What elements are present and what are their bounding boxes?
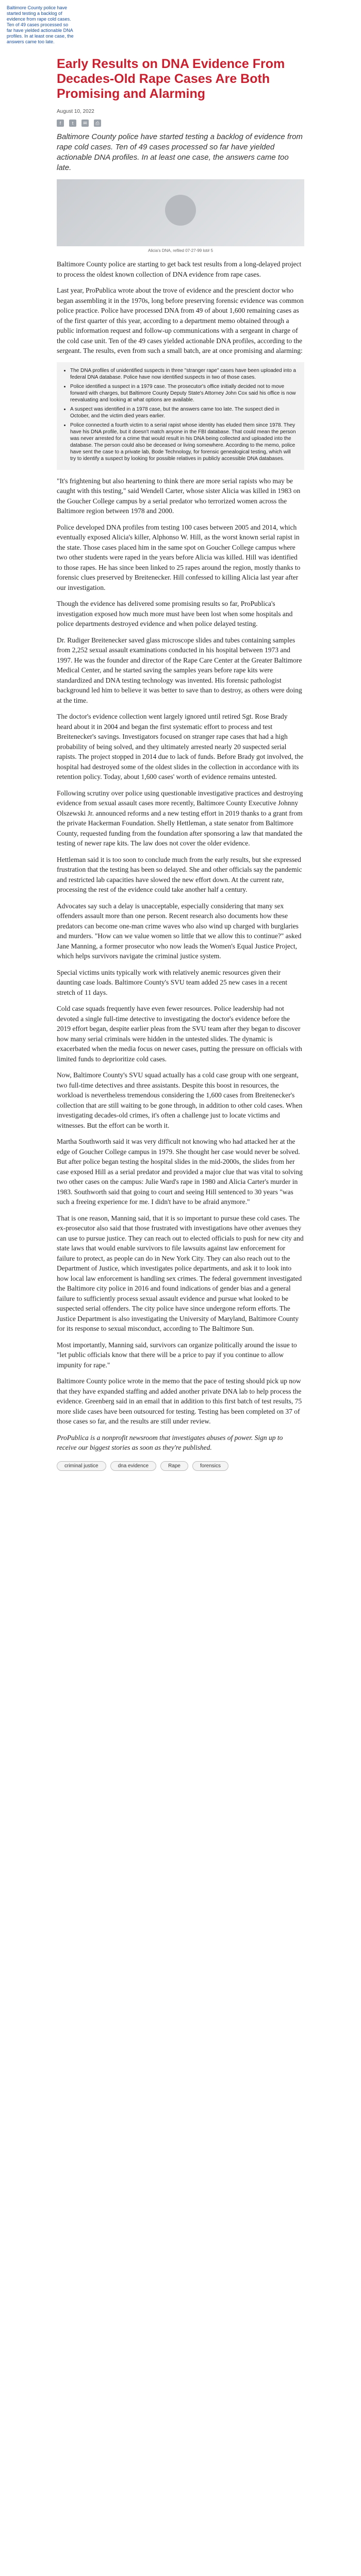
paragraph: Police developed DNA profiles from testing 100 cases between 2005 and 2014, which eventually exposed Alicia's killer, Alphonso W. Hill, as the worst known serial rapist in the state. Those cases placed him in the same spot on Goucher College campus where two other students were raped in the years before Alicia was killed. Hill was identified to those rapes. He has since been linked to 25 rapes around the region, mostly thanks to forensic clues preserved by Breitenecker. Hill confessed to killing Alicia last year after our investigation. xyxy=(57,523,301,591)
tag-dna-evidence[interactable]: dna evidence xyxy=(110,1461,157,1471)
article-body xyxy=(57,259,304,1453)
facebook-icon[interactable]: f xyxy=(57,120,64,127)
photo-caption: Alicia's DNA, refiled 07-27-99 lot# 5 xyxy=(147,248,214,253)
email-icon[interactable]: ✉ xyxy=(81,120,89,127)
signup-note: ProPublica is a nonprofit newsroom that investigates abuses of power. Sign up to receive our biggest stories as soon as they're published. xyxy=(57,1433,283,1451)
paragraph: Baltimore County police wrote in the memo that the pace of testing should pick up now that they have expanded staffing and added another private DNA lab to help process the evidence. Greenberg said in an email that in addition to this first batch of test results, 75 more slide cases have been outsourced for testing. Testing has been completed on 37 of those cases so far, and the results are still under review. xyxy=(57,1377,302,1425)
tag-list xyxy=(57,1461,304,1471)
paragraph: "It's frightening but also heartening to think there are more serial rapists who may be caught with this testing," said Wendell Carter, whose sister Alicia was killed in 1983 on the Goucher College campus by a serial predator who terrorized women across the Baltimore region between 1978 and 2000. xyxy=(57,477,301,515)
paragraph: Cold case squads frequently have even fewer resources. Police leadership had not devoted a single full-time detective to investigating the doctor's evidence before the 2019 effort began, despite earlier pleas from the SVU team after they began to discover how many serial criminals were hidden in the untested slides. The dynamic is exacerbated when the media focus on newer cases, putting the pressure on officials with limited funds to deprioritize cold cases. xyxy=(57,1005,302,1063)
paragraph: Though the evidence has delivered some promising results so far, ProPublica's investigation exposed how much more must have been lost when some hospitals and police departments destroyed evidence and when police delayed testing. xyxy=(57,600,293,628)
article-photo xyxy=(57,179,304,246)
paragraph: Last year, ProPublica wrote about the trove of evidence and the prescient doctor who began assembling it in the 1970s, long before preserving forensic evidence was common police practice. Police have processed DNA from 49 of about 1,600 remaining cases as of the first quarter of this year, according to a department memo obtained through a public information request and follow-up communications with a sergeant in charge of the cold case unit. Ten of the 49 cases yielded actionable DNA profiles, according to the sergeant. The results, even from such a small batch, are at once promising and alarming: xyxy=(57,286,304,354)
paragraph: Baltimore County police are starting to get back test results from a long-delayed project to process the oldest known collection of DNA evidence from rape cases. xyxy=(57,260,302,278)
twitter-icon[interactable]: t xyxy=(69,120,76,127)
paragraph: Now, Baltimore County's SVU squad actually has a cold case group with one sergeant, two full-time detectives and three assistants. Despite this boost in resources, the workload is nevertheless tremendous considering the 1,600 cases from Breitenecker's collection that are still waiting to be gone through, in addition to other cold cases. When investigating decades-old crimes, it's often a challenge just to locate victims and witnesses. But the effort can be worth it. xyxy=(57,1071,303,1129)
paragraph: Martha Southworth said it was very difficult not knowing who had attacked her at the edge of Goucher College campus in 1979. She thought her case would never be solved. But after police began testing the hospital slides in the mid-2000s, the slides from her case exposed Hill as a serial predator and provided a major clue that was vital to solving two other cases on the campus: Julie Ward's rape in 1980 and Alicia Carter's murder in 1983. Southworth said that going to court and seeing Hill sentenced to 30 years "was such a freeing experience for me. I didn't have to be afraid anymore." xyxy=(57,1138,303,1206)
findings-list xyxy=(57,362,304,470)
paragraph: Most importantly, Manning said, survivors can organize politically around the issue to "let public officials know that there will be a price to pay if you continue to allow impunity for rape." xyxy=(57,1341,297,1369)
print-icon[interactable]: ⎙ xyxy=(94,120,101,127)
share-bar xyxy=(57,120,304,127)
preheader-text: Baltimore County police have started testing a backlog of evidence from rape cold cases. Ten of 49 cases processed so far have yielded actionable DNA profiles. In at least one case, the answers came too late. xyxy=(7,5,74,44)
paragraph: Advocates say such a delay is unacceptable, especially considering that many sex offenders assault more than one person. Recent research also documents how these predators can become one-man crime waves who also wind up charged with burglaries and murders. "How can we value women so little that we allow this to continue?" asked Jane Manning, a former prosecutor who now leads the Women's Equal Justice Project, which helps survivors navigate the criminal justice system. xyxy=(57,902,302,960)
paragraph: Special victims units typically work with relatively anemic resources given their daunting case loads. Baltimore County's SVU team added 25 new cases in a recent stretch of 11 days. xyxy=(57,968,288,996)
tag-rape[interactable]: Rape xyxy=(160,1461,188,1471)
paragraph: Following scrutiny over police using questionable investigative practices and destroying evidence from sexual assault cases more recently, Baltimore County Executive Johnny Olszewski Jr. announced reforms and a new testing effort in 2019 thanks to a grant from the private Hackerman Foundation. Shelly Hettleman, a state senator from Baltimore County, requested funding from the foundation after sponsoring a law that mandated the testing of newer rape kits. The law does not cover the older evidence. xyxy=(57,789,303,847)
paragraph: Hettleman said it is too soon to conclude much from the early results, but she expressed frustration that the testing has been so delayed. She and other officials say the pandemic and restricted lab capacities have slowed the new effort down. At the current rate, processing the rest of the evidence could take another half a century. xyxy=(57,855,302,893)
tag-criminal-justice[interactable]: criminal justice xyxy=(57,1461,106,1471)
tag-forensics[interactable]: forensics xyxy=(192,1461,228,1471)
list-item: • Police identified a suspect in a 1979 case. The prosecutor's office initially decided not to move forward with charges, but Baltimore County Deputy State's Attorney John Cox said his office is now reevaluating and looking at what options are available. xyxy=(70,383,297,403)
article-date: August 10, 2022 xyxy=(57,109,94,114)
paragraph: That is one reason, Manning said, that it is so important to pursue these cold cases. The ex-prosecutor also said that those frustrated with investigations have other avenues they can use to pursue justice. They can reach out to elected officials to push for new city and state laws that would enable survivors to file lawsuits against law enforcement for failure to protect, as people can do in New York City. They can also reach out to the Department of Justice, which investigates police departments, and ask it to look into how local law enforcement is handling sex crimes. The federal government investigated the Baltimore city police in 2016 and found indications of gender bias and a general failure to sufficiently process sexual assault evidence and pursue what looked to be suspected serial offenders. The city police have since undergone reform efforts. The Justice Department is also investigating the University of Maryland, Baltimore County for its response to sexual misconduct, according to The Baltimore Sun. xyxy=(57,1214,304,1332)
list-item: • Police connected a fourth victim to a serial rapist whose identity has eluded them since 1978. They have his DNA profile, but it doesn't match anyone in the FBI database. That could mean the person was never arrested for a crime that would result in his DNA being collected and uploaded into the database. The person could also be deceased or living somewhere. According to the memo, police have sent the case to a private lab, Bode Technology, for forensic genealogical testing, which will try to identify a suspect by looking for possible relatives in publicly accessible DNA databases. xyxy=(70,422,297,462)
list-item: • A suspect was identified in a 1978 case, but the answers came too late. The suspect died in October, and the victim died years earlier. xyxy=(70,406,297,419)
article xyxy=(57,57,304,1471)
paragraph: The doctor's evidence collection went largely ignored until retired Sgt. Rose Brady heard about it in 2004 and began the first systematic effort to process and test Breitenecker's savings. Investigators focused on stranger rape cases that had a high probability of being solved, and they ultimately arrested nearly 20 suspected serial rapists. The project stopped in 2014 due to lack of funds. Before Brady got involved, the hospital had destroyed some of the oldest slides in the collection in accordance with its retention policy. Today, about 1,600 cases' worth of evidence remains untested. xyxy=(57,713,304,781)
article-dek: Baltimore County police have started testing a backlog of evidence from rape cold cases. Ten of 49 cases processed so far have yielded actionable DNA profiles. In at least one case, the answers came too late. xyxy=(57,132,303,172)
list-item: • The DNA profiles of unidentified suspects in three "stranger rape" cases have been uploaded into a federal DNA database. Police have now identified suspects in two of those cases. xyxy=(70,367,297,381)
article-headline[interactable]: Early Results on DNA Evidence From Decades-Old Rape Cases Are Both Promising and Alarming xyxy=(57,57,285,101)
paragraph: Dr. Rudiger Breitenecker saved glass microscope slides and tubes containing samples from 2,252 sexual assault examinations conducted in his hospital between 1973 and 1997. He was the founder and director of the Rape Care Center at the Greater Baltimore Medical Center, and he started saving the samples years before rape kits were standardized and DNA testing technology was invented. His forensic pathologist background led him to believe it was better to save than to destroy, as others were doing at the time. xyxy=(57,636,302,704)
